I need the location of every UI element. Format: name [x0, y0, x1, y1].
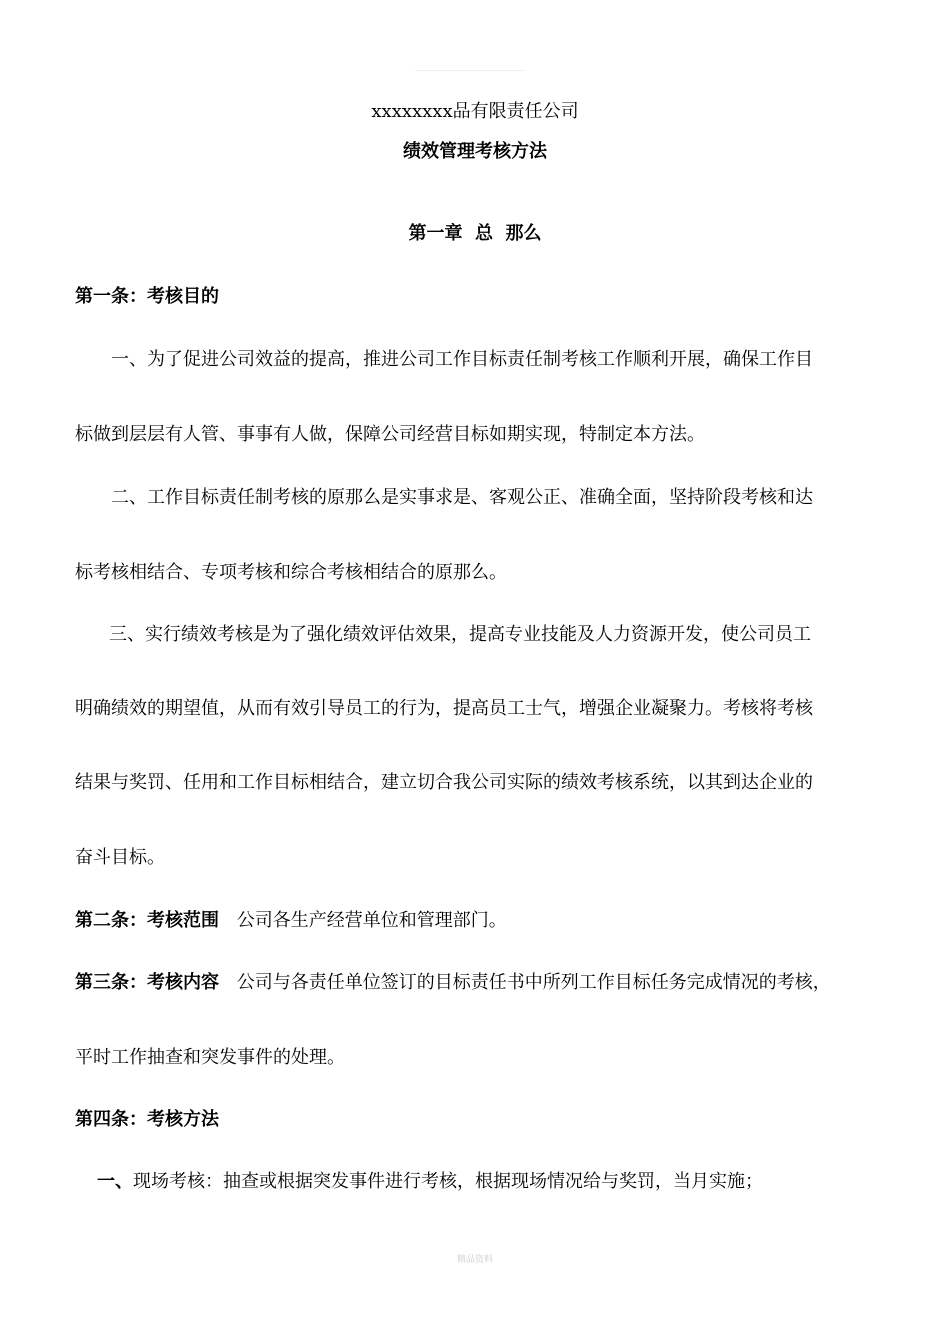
- article2-heading: 第二条：考核范围: [75, 910, 219, 931]
- chapter-title: 第一章 总 那么: [408, 223, 542, 244]
- article3-text-line1: 公司与各责任单位签订的目标责任书中所列工作目标任务完成情况的考核，: [236, 972, 831, 993]
- article1-para1-line1: 一、为了促进公司效益的提高，推进公司工作目标责任制考核工作顺利开展，确保工作目: [111, 349, 813, 370]
- article1-heading: 第一条：考核目的: [75, 286, 219, 307]
- article1-para2-line2: 标考核相结合、专项考核和综合考核相结合的原那么。: [75, 562, 507, 583]
- article3-text-line2: 平时工作抽查和突发事件的处理。: [75, 1047, 345, 1068]
- article4-item1: [75, 1170, 875, 1194]
- article4-item1-label: 一、: [97, 1171, 133, 1192]
- page-footer: 精品资料: [456, 1255, 493, 1265]
- company-title: xxxxxxxx品有限责任公司: [371, 101, 579, 122]
- article1-para2-line1: 二、工作目标责任制考核的原那么是实事求是、客观公正、准确全面，坚持阶段考核和达: [111, 487, 813, 508]
- article4-heading: 第四条：考核方法: [75, 1109, 219, 1130]
- article4-item1-text: 现场考核：抽查或根据突发事件进行考核，根据现场情况给与奖罚，当月实施；: [133, 1171, 763, 1192]
- article3-heading: 第三条：考核内容: [75, 972, 219, 993]
- article3: [75, 971, 875, 995]
- article1-para3-line4: 奋斗目标。: [75, 847, 165, 868]
- article1-para1-line2: 标做到层层有人管、事事有人做，保障公司经营目标如期实现，特制定本方法。: [75, 424, 705, 445]
- article2: [75, 909, 875, 933]
- article1-para3-line1: 三、实行绩效考核是为了强化绩效评估效果，提高专业技能及人力资源开发，使公司员工: [109, 624, 811, 645]
- header-rule: [415, 70, 525, 71]
- article1-para3-line2: 明确绩效的期望值，从而有效引导员工的行为，提高员工士气，增强企业凝聚力。考核将考核: [75, 698, 813, 719]
- article1-para3-line3: 结果与奖罚、任用和工作目标相结合，建立切合我公司实际的绩效考核系统，以其到达企业的: [75, 772, 813, 793]
- document-title: 绩效管理考核方法: [403, 141, 547, 162]
- article2-text: 公司各生产经营单位和管理部门。: [236, 910, 507, 931]
